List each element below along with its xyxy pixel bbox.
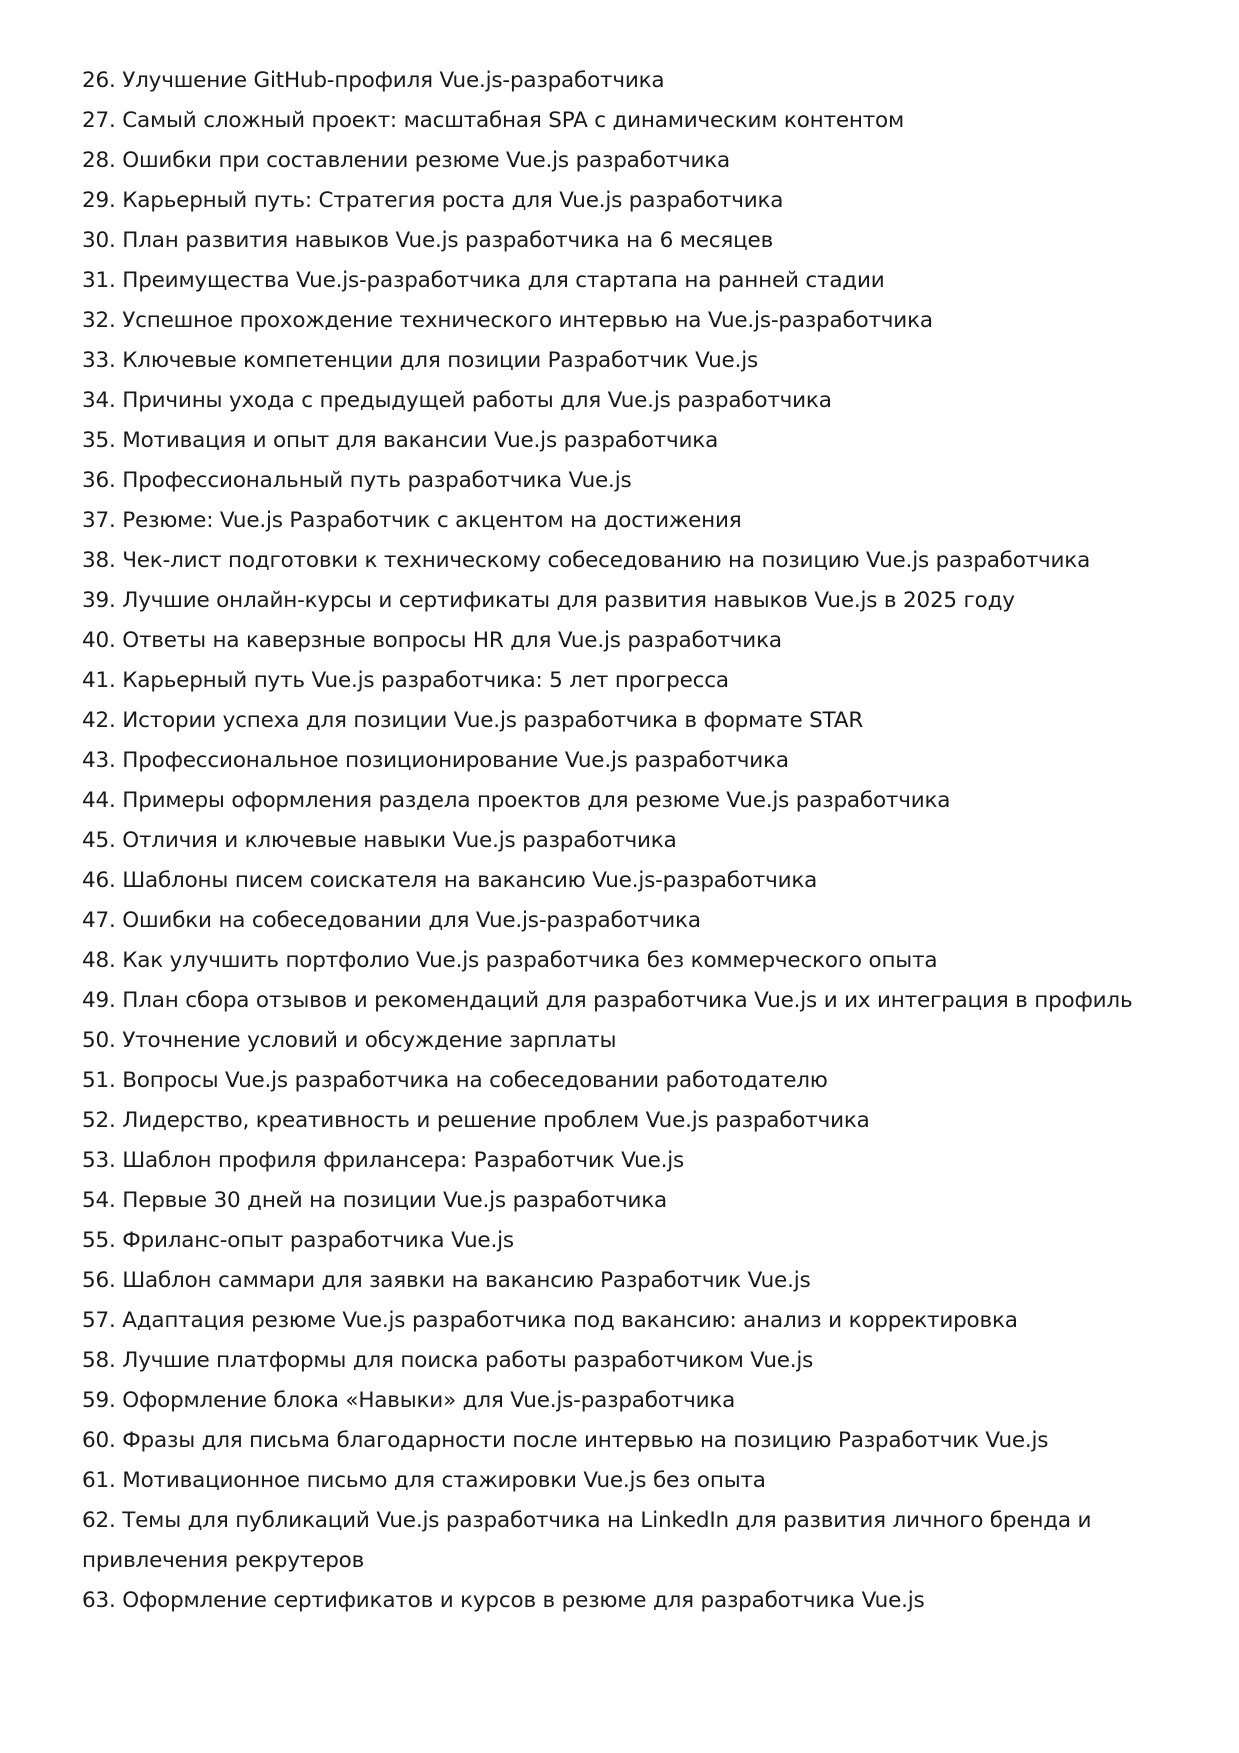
list-item: 27. Самый сложный проект: масштабная SPA с динамическим контентом [82, 108, 905, 133]
list-item: 31. Преимущества Vue.js-разработчика для стартапа на ранней стадии [82, 268, 885, 293]
list-item: 56. Шаблон саммари для заявки на вакансию Разработчик Vue.js [82, 1268, 811, 1293]
list-item: 40. Ответы на каверзные вопросы HR для Vue.js разработчика [82, 628, 782, 653]
numbered-list [82, 61, 1162, 1621]
list-item: 35. Мотивация и опыт для вакансии Vue.js разработчика [82, 428, 719, 453]
list-item: 50. Уточнение условий и обсуждение зарплаты [82, 1028, 617, 1053]
list-item: 61. Мотивационное письмо для стажировки Vue.js без опыта [82, 1468, 766, 1493]
list-item: 46. Шаблоны писем соискателя на вакансию Vue.js-разработчика [82, 868, 818, 893]
list-item: 37. Резюме: Vue.js Разработчик с акцентом на достижения [82, 508, 742, 533]
list-item: 49. План сбора отзывов и рекомендаций для разработчика Vue.js и их интеграция в профиль [82, 988, 1133, 1013]
list-item: 29. Карьерный путь: Стратегия роста для Vue.js разработчика [82, 188, 784, 213]
list-item: 59. Оформление блока «Навыки» для Vue.js-разработчика [82, 1388, 736, 1413]
list-item: 34. Причины ухода с предыдущей работы для Vue.js разработчика [82, 388, 832, 413]
list-item: 62. Темы для публикаций Vue.js разработчика на LinkedIn для развития личного бренда и привлечения рекрутеров [82, 1508, 1092, 1573]
list-item: 47. Ошибки на собеседовании для Vue.js-разработчика [82, 908, 701, 933]
list-item: 57. Адаптация резюме Vue.js разработчика под вакансию: анализ и корректировка [82, 1308, 1018, 1333]
list-item: 48. Как улучшить портфолио Vue.js разработчика без коммерческого опыта [82, 948, 938, 973]
list-item: 41. Карьерный путь Vue.js разработчика: 5 лет прогресса [82, 668, 729, 693]
list-item: 63. Оформление сертификатов и курсов в резюме для разработчика Vue.js [82, 1588, 925, 1613]
list-item: 60. Фразы для письма благодарности после интервью на позицию Разработчик Vue.js [82, 1428, 1049, 1453]
list-item: 58. Лучшие платформы для поиска работы разработчиком Vue.js [82, 1348, 814, 1373]
list-item: 44. Примеры оформления раздела проектов для резюме Vue.js разработчика [82, 788, 951, 813]
list-item: 39. Лучшие онлайн-курсы и сертификаты для развития навыков Vue.js в 2025 году [82, 588, 1015, 613]
list-item: 42. Истории успеха для позиции Vue.js разработчика в формате STAR [82, 708, 864, 733]
list-item: 51. Вопросы Vue.js разработчика на собеседовании работодателю [82, 1068, 828, 1093]
list-item: 53. Шаблон профиля фрилансера: Разработчик Vue.js [82, 1148, 685, 1173]
list-item: 38. Чек-лист подготовки к техническому собеседованию на позицию Vue.js разработчика [82, 548, 1091, 573]
list-item: 55. Фриланс-опыт разработчика Vue.js [82, 1228, 514, 1253]
list-item: 52. Лидерство, креативность и решение проблем Vue.js разработчика [82, 1108, 870, 1133]
list-item: 32. Успешное прохождение технического интервью на Vue.js-разработчика [82, 308, 933, 333]
list-item: 30. План развития навыков Vue.js разработчика на 6 месяцев [82, 228, 774, 253]
list-item: 54. Первые 30 дней на позиции Vue.js разработчика [82, 1188, 668, 1213]
list-item: 36. Профессиональный путь разработчика Vue.js [82, 468, 632, 493]
list-item: 43. Профессиональное позиционирование Vue.js разработчика [82, 748, 789, 773]
list-item: 45. Отличия и ключевые навыки Vue.js разработчика [82, 828, 677, 853]
list-item: 28. Ошибки при составлении резюме Vue.js разработчика [82, 148, 731, 173]
list-item: 26. Улучшение GitHub-профиля Vue.js-разработчика [82, 68, 665, 93]
list-item: 33. Ключевые компетенции для позиции Разработчик Vue.js [82, 348, 758, 373]
